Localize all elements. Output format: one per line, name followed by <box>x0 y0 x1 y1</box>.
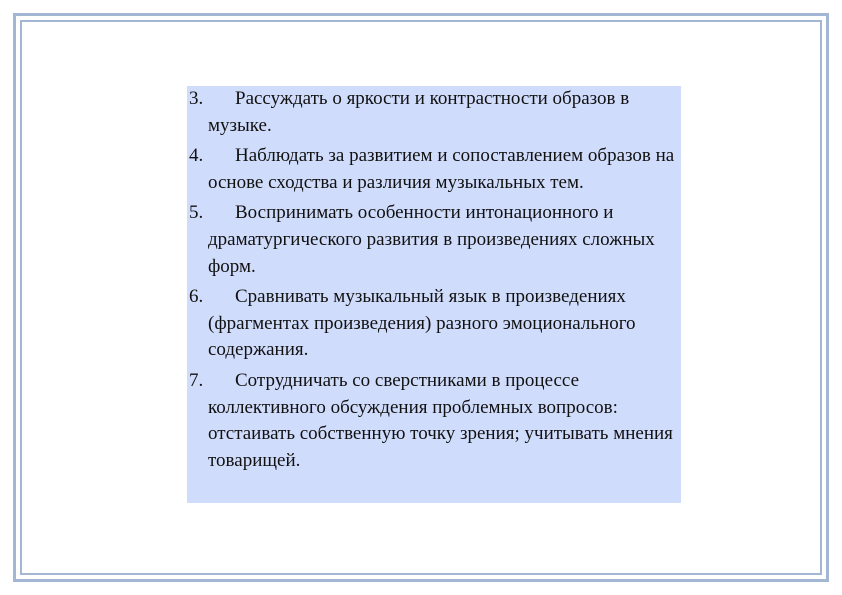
item-number: 4. <box>189 145 204 167</box>
item-text: Воспринимать особенности интонационного и драматургического развития в произведениях сложных форм. <box>208 202 655 277</box>
list-item <box>189 143 681 196</box>
item-number: 3. <box>189 88 204 109</box>
item-number: 6. <box>189 286 204 308</box>
objectives-list <box>189 86 681 474</box>
item-number: 7. <box>189 369 204 391</box>
objectives-box <box>187 86 681 503</box>
list-item <box>189 368 681 474</box>
list-item <box>189 200 681 280</box>
list-item <box>189 284 681 364</box>
item-text: Сотрудничать со сверстниками в процессе коллективного обсуждения проблемных вопросов: отстаивать собственную точку зрения; учитывать мнения товарищей. <box>208 369 673 471</box>
item-text: Наблюдать за развитием и сопоставлением образов на основе сходства и различия музыкальных тем. <box>208 145 675 193</box>
item-text: Рассуждать о яркости и контрастности образов в музыке. <box>208 88 630 136</box>
item-number: 5. <box>189 202 204 224</box>
list-item <box>189 86 681 139</box>
item-text: Сравнивать музыкальный язык в произведениях (фрагментах произведения) разного эмоционального содержания. <box>208 286 636 361</box>
